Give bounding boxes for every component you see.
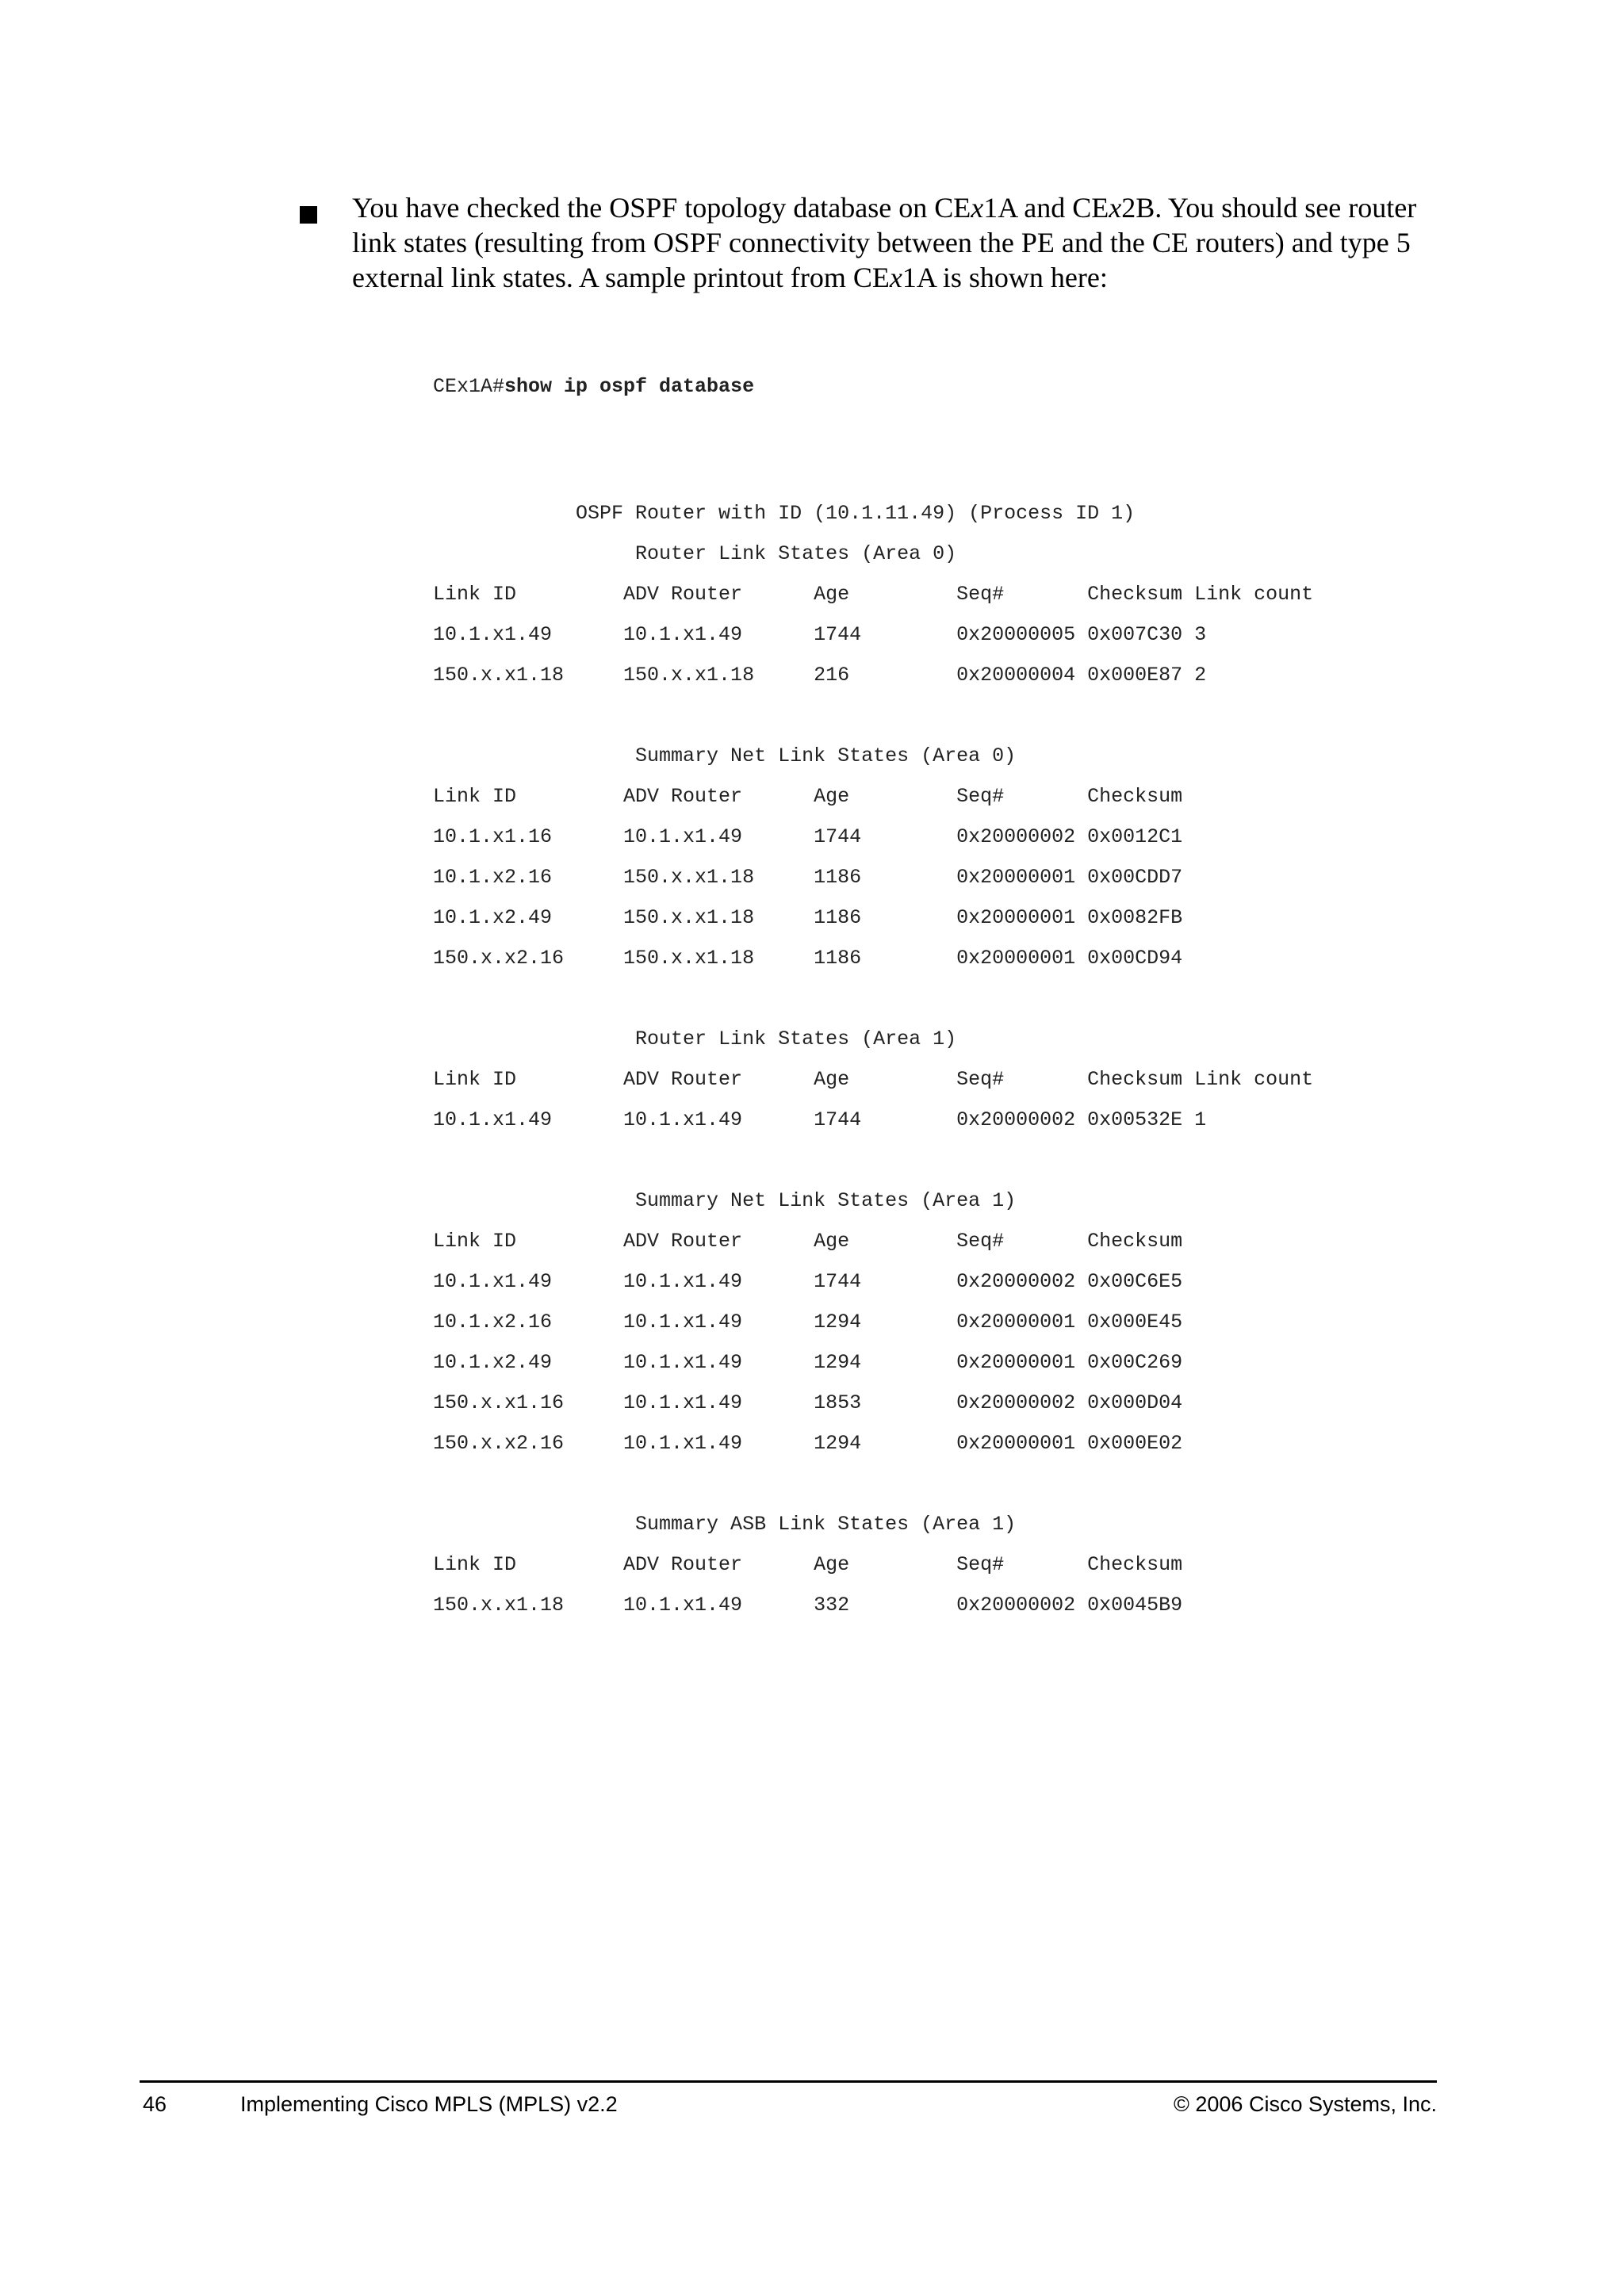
para-var-3: x bbox=[889, 262, 902, 293]
bullet-paragraph bbox=[352, 190, 1426, 295]
cli-line: 10.1.x2.49 10.1.x1.49 1294 0x20000001 0x00C269 bbox=[433, 1351, 1183, 1374]
cli-line: Link ID ADV Router Age Seq# Checksum Link count bbox=[433, 1068, 1314, 1091]
footer-page-number: 46 bbox=[143, 2092, 167, 2116]
cli-line: 150.x.x2.16 10.1.x1.49 1294 0x20000001 0x000E02 bbox=[433, 1432, 1183, 1455]
cli-line: 10.1.x1.49 10.1.x1.49 1744 0x20000002 0x00C6E5 bbox=[433, 1270, 1183, 1293]
footer-copyright: © 2006 Cisco Systems, Inc. bbox=[1173, 2092, 1437, 2116]
cli-line: OSPF Router with ID (10.1.11.49) (Process ID 1) bbox=[433, 502, 1136, 525]
cli-line bbox=[433, 695, 1313, 736]
cli-line: Summary Net Link States (Area 1) bbox=[433, 1189, 1017, 1212]
bullet-item bbox=[300, 190, 1426, 295]
para-text-1: You have checked the OSPF topology database on CE bbox=[352, 192, 971, 224]
cli-line: Link ID ADV Router Age Seq# Checksum Link count bbox=[433, 583, 1314, 606]
cli-line: Summary ASB Link States (Area 1) bbox=[433, 1513, 1017, 1536]
cli-line: 10.1.x1.16 10.1.x1.49 1744 0x20000002 0x0012C1 bbox=[433, 825, 1183, 848]
cli-line bbox=[433, 453, 1313, 493]
cli-command: show ip ospf database bbox=[504, 375, 755, 398]
cli-line: 10.1.x1.49 10.1.x1.49 1744 0x20000005 0x007C30 3 bbox=[433, 623, 1207, 646]
cli-line bbox=[433, 1464, 1313, 1504]
cli-line: 150.x.x1.16 10.1.x1.49 1853 0x20000002 0x000D04 bbox=[433, 1391, 1183, 1414]
cli-line: Link ID ADV Router Age Seq# Checksum bbox=[433, 1230, 1183, 1253]
para-var-2: x bbox=[1109, 192, 1122, 224]
footer-title: Implementing Cisco MPLS (MPLS) v2.2 bbox=[240, 2092, 618, 2116]
cli-line: Router Link States (Area 0) bbox=[433, 542, 957, 565]
cli-line: Link ID ADV Router Age Seq# Checksum bbox=[433, 785, 1183, 808]
footer-rule bbox=[140, 2080, 1437, 2083]
cli-line: 10.1.x2.16 10.1.x1.49 1294 0x20000001 0x000E45 bbox=[433, 1311, 1183, 1334]
cli-line: Link ID ADV Router Age Seq# Checksum bbox=[433, 1553, 1183, 1576]
cli-line: Router Link States (Area 1) bbox=[433, 1027, 957, 1050]
para-text-3: 2B. You should see router link states (resulting from OSPF connectivity between the PE and the CE routers) and type 5 external link states. A sample printout from CE bbox=[352, 192, 1417, 293]
para-text-2: 1A and CE bbox=[983, 192, 1109, 224]
para-var-1: x bbox=[971, 192, 984, 224]
cli-line bbox=[433, 978, 1313, 1019]
cli-line: 10.1.x2.49 150.x.x1.18 1186 0x20000001 0x0082FB bbox=[433, 906, 1183, 929]
cli-line: 10.1.x1.49 10.1.x1.49 1744 0x20000002 0x00532E 1 bbox=[433, 1108, 1207, 1131]
cli-line: 150.x.x2.16 150.x.x1.18 1186 0x20000001 0x00CD94 bbox=[433, 947, 1183, 970]
para-text-4: 1A is shown here: bbox=[902, 262, 1108, 293]
cli-line: 10.1.x2.16 150.x.x1.18 1186 0x20000001 0x00CDD7 bbox=[433, 866, 1183, 889]
cli-output bbox=[433, 320, 1313, 1671]
cli-prompt: CEx1A# bbox=[433, 375, 505, 398]
cli-command-line bbox=[433, 366, 1313, 407]
cli-line: 150.x.x1.18 150.x.x1.18 216 0x20000004 0x000E87 2 bbox=[433, 664, 1207, 687]
cli-output-lines bbox=[433, 453, 1313, 1625]
cli-line: 150.x.x1.18 10.1.x1.49 332 0x20000002 0x0045B9 bbox=[433, 1594, 1183, 1617]
cli-line bbox=[433, 1140, 1313, 1181]
square-bullet-icon bbox=[300, 206, 317, 224]
cli-line: Summary Net Link States (Area 0) bbox=[433, 744, 1017, 767]
